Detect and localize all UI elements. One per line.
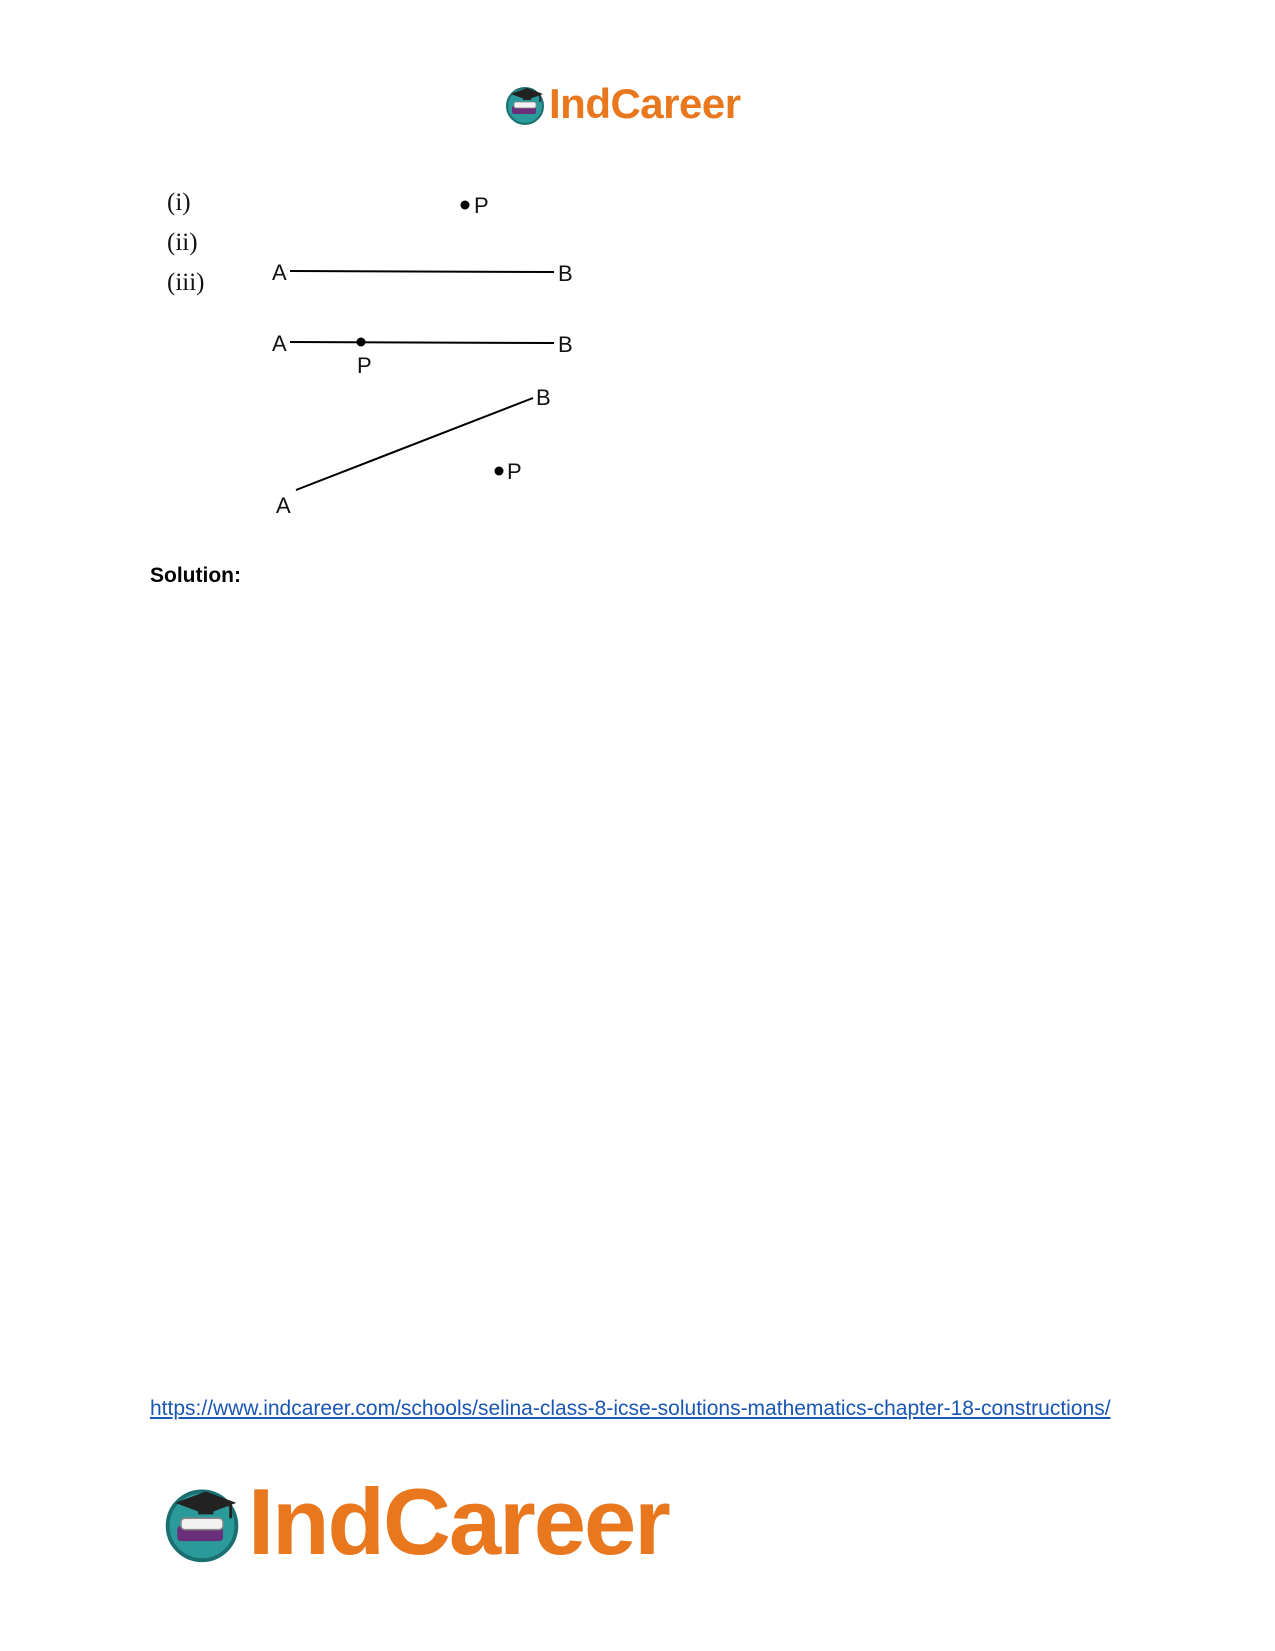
source-link[interactable]: https://www.indcareer.com/schools/selina-class-8-icse-solutions-mathematics-chapter-18-constructions/ xyxy=(150,1397,1111,1420)
header-logo xyxy=(503,80,741,128)
item-label-i: (i) xyxy=(167,189,191,216)
item-label-ii: (ii) xyxy=(167,229,198,256)
point-on-line-iii xyxy=(357,338,366,347)
line-iv-end-b: B xyxy=(536,385,551,410)
question-figure xyxy=(150,170,590,535)
logo-text: IndCareer xyxy=(549,80,741,127)
line-iv xyxy=(296,398,533,490)
line-iii xyxy=(290,342,554,343)
line-ii-end-a: A xyxy=(272,260,287,285)
graduation-book-globe-icon xyxy=(160,1480,244,1564)
graduation-book-globe-icon xyxy=(503,82,547,126)
point-iv-label: P xyxy=(507,459,522,484)
point-iv xyxy=(495,467,504,476)
footer-logo xyxy=(160,1468,669,1576)
line-ii xyxy=(290,271,554,272)
line-iii-end-b: B xyxy=(558,332,573,357)
item-label-iii: (iii) xyxy=(167,269,205,296)
point-i-label: P xyxy=(474,193,489,218)
line-iii-end-a: A xyxy=(272,331,287,356)
point-on-line-iii-label: P xyxy=(357,353,372,378)
point-i xyxy=(461,201,470,210)
logo-text: IndCareer xyxy=(248,1469,669,1574)
line-ii-end-b: B xyxy=(558,261,573,286)
solution-heading: Solution: xyxy=(150,564,241,587)
line-iv-end-a: A xyxy=(276,493,291,518)
